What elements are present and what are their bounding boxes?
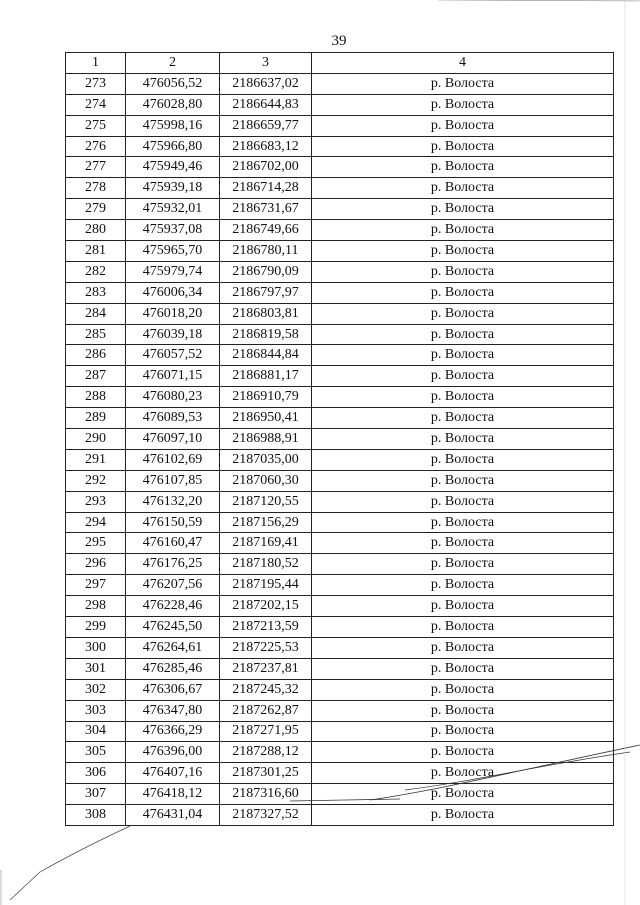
description-cell: р. Волоста: [312, 470, 614, 491]
description-cell: р. Волоста: [312, 658, 614, 679]
y-coordinate-cell: 2187316,60: [220, 784, 312, 805]
x-coordinate-cell: 475966,80: [126, 136, 220, 157]
y-coordinate-cell: 2186988,91: [220, 429, 312, 450]
table-row: [66, 324, 614, 345]
column-header-1: 1: [66, 53, 126, 74]
y-coordinate-cell: 2186844,84: [220, 345, 312, 366]
x-coordinate-cell: 476107,85: [126, 470, 220, 491]
table-row: [66, 261, 614, 282]
y-coordinate-cell: 2187169,41: [220, 533, 312, 554]
y-coordinate-cell: 2186819,58: [220, 324, 312, 345]
point-number-cell: 289: [66, 408, 126, 429]
point-number-cell: 274: [66, 94, 126, 115]
description-cell: р. Волоста: [312, 512, 614, 533]
description-cell: р. Волоста: [312, 742, 614, 763]
description-cell: р. Волоста: [312, 596, 614, 617]
table-row: [66, 94, 614, 115]
point-number-cell: 284: [66, 303, 126, 324]
y-coordinate-cell: 2186797,97: [220, 282, 312, 303]
y-coordinate-cell: 2186702,00: [220, 157, 312, 178]
x-coordinate-cell: 475979,74: [126, 261, 220, 282]
y-coordinate-cell: 2187262,87: [220, 700, 312, 721]
table-row: [66, 366, 614, 387]
point-number-cell: 275: [66, 115, 126, 136]
description-cell: р. Волоста: [312, 261, 614, 282]
y-coordinate-cell: 2186731,67: [220, 199, 312, 220]
x-coordinate-cell: 476132,20: [126, 491, 220, 512]
y-coordinate-cell: 2187301,25: [220, 763, 312, 784]
x-coordinate-cell: 476057,52: [126, 345, 220, 366]
y-coordinate-cell: 2186881,17: [220, 366, 312, 387]
description-cell: р. Волоста: [312, 763, 614, 784]
description-cell: р. Волоста: [312, 345, 614, 366]
x-coordinate-cell: 476102,69: [126, 449, 220, 470]
table-row: [66, 679, 614, 700]
x-coordinate-cell: 476245,50: [126, 617, 220, 638]
point-number-cell: 295: [66, 533, 126, 554]
table-row: [66, 429, 614, 450]
point-number-cell: 301: [66, 658, 126, 679]
point-number-cell: 280: [66, 220, 126, 241]
table-row: [66, 303, 614, 324]
description-cell: р. Волоста: [312, 387, 614, 408]
point-number-cell: 298: [66, 596, 126, 617]
column-header-2: 2: [126, 53, 220, 74]
description-cell: р. Волоста: [312, 73, 614, 94]
table-row: [66, 805, 614, 826]
x-coordinate-cell: 476089,53: [126, 408, 220, 429]
point-number-cell: 287: [66, 366, 126, 387]
x-coordinate-cell: 476418,12: [126, 784, 220, 805]
x-coordinate-cell: 476056,52: [126, 73, 220, 94]
y-coordinate-cell: 2187202,15: [220, 596, 312, 617]
point-number-cell: 294: [66, 512, 126, 533]
y-coordinate-cell: 2186714,28: [220, 178, 312, 199]
table-row: [66, 136, 614, 157]
point-number-cell: 297: [66, 575, 126, 596]
y-coordinate-cell: 2186659,77: [220, 115, 312, 136]
y-coordinate-cell: 2186683,12: [220, 136, 312, 157]
x-coordinate-cell: 475939,18: [126, 178, 220, 199]
table-row: [66, 637, 614, 658]
table-row: [66, 178, 614, 199]
x-coordinate-cell: 476264,61: [126, 637, 220, 658]
description-cell: р. Волоста: [312, 449, 614, 470]
table-row: [66, 533, 614, 554]
description-cell: р. Волоста: [312, 241, 614, 262]
y-coordinate-cell: 2187225,53: [220, 637, 312, 658]
y-coordinate-cell: 2187213,59: [220, 617, 312, 638]
table-row: [66, 554, 614, 575]
x-coordinate-cell: 476018,20: [126, 303, 220, 324]
y-coordinate-cell: 2187288,12: [220, 742, 312, 763]
y-coordinate-cell: 2187237,81: [220, 658, 312, 679]
table-row: [66, 742, 614, 763]
table-row: [66, 199, 614, 220]
table-header-row: [66, 53, 614, 74]
x-coordinate-cell: 476396,00: [126, 742, 220, 763]
description-cell: р. Волоста: [312, 805, 614, 826]
y-coordinate-cell: 2187120,55: [220, 491, 312, 512]
table-row: [66, 220, 614, 241]
point-number-cell: 303: [66, 700, 126, 721]
column-header-3: 3: [220, 53, 312, 74]
x-coordinate-cell: 475949,46: [126, 157, 220, 178]
y-coordinate-cell: 2187060,30: [220, 470, 312, 491]
page-number: 39: [331, 33, 347, 49]
x-coordinate-cell: 476028,80: [126, 94, 220, 115]
column-header-4: 4: [312, 53, 614, 74]
description-cell: р. Волоста: [312, 115, 614, 136]
x-coordinate-cell: 475998,16: [126, 115, 220, 136]
point-number-cell: 304: [66, 721, 126, 742]
description-cell: р. Волоста: [312, 637, 614, 658]
description-cell: р. Волоста: [312, 721, 614, 742]
description-cell: р. Волоста: [312, 554, 614, 575]
description-cell: р. Волоста: [312, 178, 614, 199]
x-coordinate-cell: 475965,70: [126, 241, 220, 262]
table-row: [66, 241, 614, 262]
x-coordinate-cell: 476071,15: [126, 366, 220, 387]
point-number-cell: 281: [66, 241, 126, 262]
x-coordinate-cell: 476080,23: [126, 387, 220, 408]
y-coordinate-cell: 2186749,66: [220, 220, 312, 241]
description-cell: р. Волоста: [312, 575, 614, 596]
point-number-cell: 285: [66, 324, 126, 345]
y-coordinate-cell: 2186803,81: [220, 303, 312, 324]
point-number-cell: 292: [66, 470, 126, 491]
table-row: [66, 387, 614, 408]
table-row: [66, 491, 614, 512]
table-row: [66, 282, 614, 303]
point-number-cell: 277: [66, 157, 126, 178]
point-number-cell: 296: [66, 554, 126, 575]
description-cell: р. Волоста: [312, 366, 614, 387]
point-number-cell: 306: [66, 763, 126, 784]
x-coordinate-cell: 476407,16: [126, 763, 220, 784]
y-coordinate-cell: 2186950,41: [220, 408, 312, 429]
x-coordinate-cell: 476039,18: [126, 324, 220, 345]
point-number-cell: 288: [66, 387, 126, 408]
x-coordinate-cell: 476150,59: [126, 512, 220, 533]
description-cell: р. Волоста: [312, 199, 614, 220]
y-coordinate-cell: 2187327,52: [220, 805, 312, 826]
point-number-cell: 279: [66, 199, 126, 220]
y-coordinate-cell: 2187035,00: [220, 449, 312, 470]
point-number-cell: 290: [66, 429, 126, 450]
y-coordinate-cell: 2187195,44: [220, 575, 312, 596]
x-coordinate-cell: 476306,67: [126, 679, 220, 700]
y-coordinate-cell: 2187156,29: [220, 512, 312, 533]
x-coordinate-cell: 476366,29: [126, 721, 220, 742]
y-coordinate-cell: 2187180,52: [220, 554, 312, 575]
x-coordinate-cell: 476176,25: [126, 554, 220, 575]
table-row: [66, 596, 614, 617]
description-cell: р. Волоста: [312, 408, 614, 429]
y-coordinate-cell: 2187245,32: [220, 679, 312, 700]
table-row: [66, 157, 614, 178]
x-coordinate-cell: 476285,46: [126, 658, 220, 679]
table-row: [66, 721, 614, 742]
description-cell: р. Волоста: [312, 700, 614, 721]
description-cell: р. Волоста: [312, 220, 614, 241]
description-cell: р. Волоста: [312, 491, 614, 512]
point-number-cell: 307: [66, 784, 126, 805]
table-row: [66, 658, 614, 679]
table-body: [66, 73, 614, 825]
table-row: [66, 345, 614, 366]
table-row: [66, 449, 614, 470]
table-row: [66, 575, 614, 596]
description-cell: р. Волоста: [312, 429, 614, 450]
point-number-cell: 293: [66, 491, 126, 512]
description-cell: р. Волоста: [312, 303, 614, 324]
point-number-cell: 273: [66, 73, 126, 94]
table-row: [66, 700, 614, 721]
table-row: [66, 408, 614, 429]
description-cell: р. Волоста: [312, 784, 614, 805]
point-number-cell: 300: [66, 637, 126, 658]
table-row: [66, 115, 614, 136]
x-coordinate-cell: 476431,04: [126, 805, 220, 826]
y-coordinate-cell: 2186644,83: [220, 94, 312, 115]
x-coordinate-cell: 476097,10: [126, 429, 220, 450]
point-number-cell: 308: [66, 805, 126, 826]
point-number-cell: 278: [66, 178, 126, 199]
y-coordinate-cell: 2186790,09: [220, 261, 312, 282]
table-row: [66, 763, 614, 784]
x-coordinate-cell: 476347,80: [126, 700, 220, 721]
x-coordinate-cell: 475932,01: [126, 199, 220, 220]
description-cell: р. Волоста: [312, 157, 614, 178]
y-coordinate-cell: 2186637,02: [220, 73, 312, 94]
description-cell: р. Волоста: [312, 533, 614, 554]
point-number-cell: 305: [66, 742, 126, 763]
table-row: [66, 73, 614, 94]
description-cell: р. Волоста: [312, 136, 614, 157]
description-cell: р. Волоста: [312, 324, 614, 345]
description-cell: р. Волоста: [312, 94, 614, 115]
table-row: [66, 470, 614, 491]
point-number-cell: 283: [66, 282, 126, 303]
x-coordinate-cell: 476006,34: [126, 282, 220, 303]
y-coordinate-cell: 2186910,79: [220, 387, 312, 408]
point-number-cell: 276: [66, 136, 126, 157]
x-coordinate-cell: 476160,47: [126, 533, 220, 554]
coordinates-table: [65, 52, 614, 826]
point-number-cell: 291: [66, 449, 126, 470]
description-cell: р. Волоста: [312, 679, 614, 700]
point-number-cell: 299: [66, 617, 126, 638]
y-coordinate-cell: 2186780,11: [220, 241, 312, 262]
y-coordinate-cell: 2187271,95: [220, 721, 312, 742]
x-coordinate-cell: 476228,46: [126, 596, 220, 617]
point-number-cell: 302: [66, 679, 126, 700]
point-number-cell: 286: [66, 345, 126, 366]
x-coordinate-cell: 476207,56: [126, 575, 220, 596]
description-cell: р. Волоста: [312, 617, 614, 638]
table-row: [66, 784, 614, 805]
point-number-cell: 282: [66, 261, 126, 282]
table-row: [66, 617, 614, 638]
table-row: [66, 512, 614, 533]
description-cell: р. Волоста: [312, 282, 614, 303]
x-coordinate-cell: 475937,08: [126, 220, 220, 241]
